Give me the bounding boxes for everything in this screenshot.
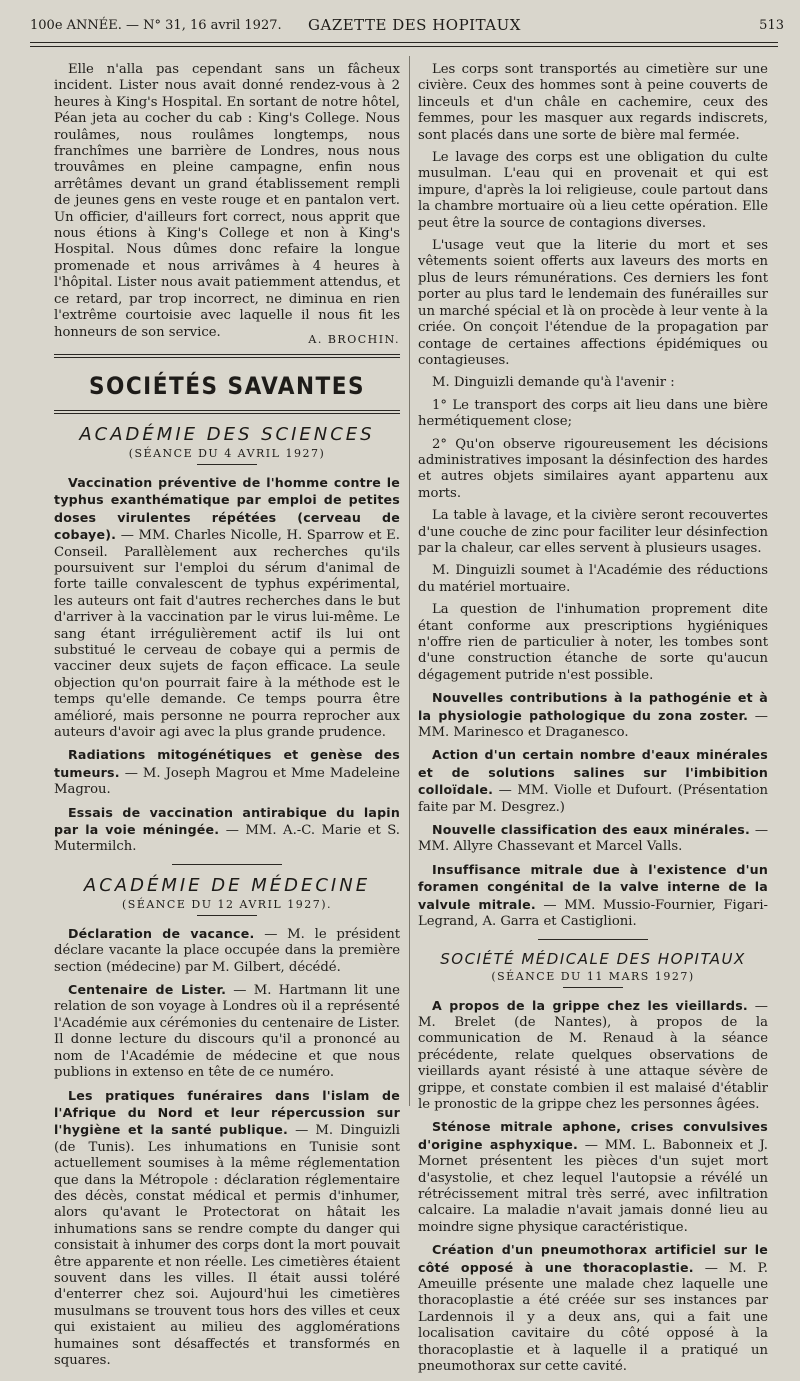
article-zona [418, 690, 768, 741]
paragraph: Le lavage des corps est une obligation du culte musulman. L'eau qui en provenait et qui est impure, d'après la loi religieuse, coule partout dans la chambre mortuaire où a lieu cette opération. Elle peut être la source de contagions diverses. [418, 150, 768, 231]
article-pneumothorax [418, 1242, 768, 1375]
section-title: SOCIÉTÉS SAVANTES [88, 371, 366, 400]
article-heading: Vaccination préventive de l'homme contre le typhus exanthématique par emploi de petites doses virulentes répétées (cerveau de cobaye). [54, 474, 400, 543]
left-column [54, 62, 400, 1375]
academy-sciences-title: ACADÉMIE DES SCIENCES [79, 423, 375, 445]
article-heading: Sténose mitrale aphone, crises convulsives d'origine asphyxique. [418, 1119, 768, 1152]
lister-story-paragraph: Elle n'alla pas cependant sans un fâcheux incident. Lister nous avait donné rendez-vous à 2 heures à King's Hospital. En sortant de notre hôtel, Péan jeta au cocher du cab : King's College. Nous roulâmes, nous roulâmes longtemps, nous franchîmes une barrière de Londres, nous nous trouvâmes en pleine campagne, enfin nous arrêtâmes devant un grand établissement rempli de jeunes gens en veste rouge et en pantalon vert. Un officier, d'ailleurs fort correct, nous apprit que nous étions à King's College et non à King's Hospital. Nous dûmes donc refaire la longue promenade et nous arrivâmes à 4 heures à l'hôpital. Lister nous avait patiemment attendus, et ce retard, par trop incorrect, ne diminua en rien l'extrême courtoisie avec laquelle il nous fit les honneurs de son service. [54, 62, 400, 340]
article-vacancy [54, 926, 400, 976]
divider [197, 464, 257, 465]
session-date: (SÉANCE DU 4 AVRIL 1927) [128, 446, 326, 460]
article-mitral [418, 862, 768, 931]
article-grippe [418, 998, 768, 1114]
issue-info: 100e ANNÉE. — N° 31, 16 avril 1927. [30, 18, 282, 33]
divider [563, 987, 623, 988]
article-heading: Action d'un certain nombre d'eaux minérales et de solutions salines sur l'imbibition colloïdale. [418, 747, 768, 798]
article-classification [418, 822, 768, 856]
smh-title: SOCIÉTÉ MÉDICALE DES HOPITAUX [440, 949, 746, 968]
paragraph: Les corps sont transportés au cimetière sur une civière. Ceux des hommes sont à peine couverts de linceuls et d'un châle en cachemire, ceux des femmes, pour les masquer aux regards indiscrets, sont placés dans une sorte de bière mal fermée. [418, 62, 768, 143]
author-signature: A. BROCHIN. [308, 332, 400, 346]
header-rule [30, 42, 778, 43]
article-stenose [418, 1119, 768, 1236]
article-body: — M. le président déclare vacante la place occupée dans la première section (médecine) par M. Gilbert, décédé. [54, 926, 401, 975]
section-divider [54, 354, 400, 358]
article-heading: Création d'un pneumothorax artificiel sur le côté opposé à une thoracoplastie. [418, 1242, 768, 1275]
article-lister-centenary [54, 982, 400, 1081]
article-heading: Essais de vaccination antirabique du lapin par la voie méningée. [54, 804, 400, 838]
divider [538, 939, 648, 940]
article-rabies [54, 805, 400, 856]
section-divider [54, 410, 400, 414]
paragraph: 1° Le transport des corps ait lieu dans une bière hermétiquement close; [418, 397, 768, 430]
paragraph: La question de l'inhumation proprement dite étant conforme aux prescriptions hygiéniques n'offre rien de particulier à noter, les tombes sont d'une construction étanche de sorte qu'aucun dégagement putride n'est possible. [418, 602, 768, 683]
article-heading: Les pratiques funéraires dans l'islam de l'Afrique du Nord et leur répercussion sur l'hygiène et la santé publique. [54, 1087, 400, 1138]
article-body: — M. Brelet (de Nantes), à propos de la communication de M. Renaud à la séance précédente, relate quelques observations de vieillards ayant résisté à une attaque sévère de grippe, et constate combien il est malaisé d'établir le pronostic de la grippe chez les personnes âgées. [418, 998, 768, 1112]
article-body: — M. Hartmann lit une relation de son voyage à Londres où il a représenté l'Académie aux cérémonies du centenaire de Lister. Il donne lecture du discours qu'il a prononcé au nom de l'Académie de médecine et que nous publions in extenso en tête de ce numéro. [54, 983, 400, 1081]
article-radiations [54, 747, 400, 798]
academy-medicine-title: ACADÉMIE DE MÉDECINE [83, 874, 371, 896]
article-heading: Déclaration de vacance. [68, 925, 255, 941]
paragraph: La table à lavage, et la civière seront recouvertes d'une couche de zinc pour faciliter leur désinfection par la chaleur, car elles servent à plusieurs usages. [418, 508, 768, 556]
article-body: — M. Joseph Magrou et Mme Madeleine Magrou. [54, 765, 400, 798]
article-funerary-practices [54, 1088, 400, 1370]
journal-title: GAZETTE DES HOPITAUX [308, 16, 521, 34]
article-body: — MM. Violle et Dufourt. (Présentation faite par M. Desgrez.) [418, 783, 768, 815]
article-heading: Nouvelles contributions à la pathogénie et à la physiologie pathologique du zona zoster. [418, 690, 768, 723]
article-heading: A propos de la grippe chez les vieillards. [432, 997, 748, 1013]
session-date: (SÉANCE DU 11 MARS 1927) [491, 969, 695, 983]
article-heading: Insuffisance mitrale due à l'existence d'un foramen congénital de la valve interne de la valvule mitrale. [418, 861, 768, 912]
paragraph: L'usage veut que la literie du mort et ses vêtements soient offerts aux laveurs des morts en plus de leurs rémunérations. Ces derniers les font porter au plus tard le lendemain des funérailles sur un marché spécial et là on procède à leur vente à la criée. On conçoit l'étendue de la propagation par contage de certaines affections épidémiques ou contagieuses. [418, 238, 768, 368]
article-heading: Nouvelle classification des eaux minérales. [432, 822, 750, 838]
article-body: — MM. Allyre Chassevant et Marcel Valls. [418, 823, 769, 855]
article-body: — M. Dinguizli (de Tunis). Les inhumations en Tunisie sont actuellement soumises à la même réglementation que dans la Métropole : déclaration réglementaire des décès, constat médical et permis d'inhumer, alors qu'avant le Protectorat on hâtait les inhumations sans se rendre compte du danger qui consistait à inhumer des corps dont la mort pouvait être apparente et non réelle. Les cimetières étaient souvent dans les villes. Il était aussi toléré d'enterrer chez soi. Aujourd'hui les cimetières musulmans se trouvent tous hors des villes et ceux qui existaient au milieu des agglomérations humaines sont désaffectés et transformés en squares. [54, 1123, 400, 1368]
article-body: — M. P. Ameuille présente une malade chez laquelle une thoracoplastie a été créée sur ses instances par Lardennois il y a deux ans, qui a fait une localisation cavitaire du côté opposé à la thoracoplastie et à laquelle il a pratiqué un pneumothorax sur cette cavité. [418, 1260, 768, 1375]
article-body: — MM. Charles Nicolle, H. Sparrow et E. Conseil. Parallèlement aux recherches qu'ils poursuivent sur l'emploi du sérum d'animal de forte taille convalescent de typhus expérimental, les auteurs ont fait d'autres recherches dans le but d'arriver à la vaccination par le virus lui-même. Le sang étant irrégulièrement actif ils lui ont substitué le cerveau de cobaye qui a permis de vacciner deux sujets de façon efficace. La seule objection qu'on pourrait faire à la méthode est le temps qu'elle demande. Ce temps pourra être amélioré, mais personne ne pourra reprocher aux auteurs d'avoir agi avec la plus grande prudence. [54, 528, 400, 740]
page-header [30, 14, 784, 40]
paragraph: M. Dinguizli demande qu'à l'avenir : [432, 375, 675, 391]
article-heading: Centenaire de Lister. [68, 982, 227, 998]
divider [197, 915, 257, 916]
session-date: (SÉANCE DU 12 AVRIL 1927). [122, 897, 332, 911]
header-rule-2 [30, 46, 778, 47]
article-body: — MM. L. Babonneix et J. Mornet présentent les pièces d'un sujet mort d'asystolie, et chez lequel l'autopsie a révélé un rétrécissement mitral très serré, avec infiltration calcaire. La maladie n'avait jamais donné lieu au moindre signe physique caractéristique. [418, 1137, 768, 1235]
paragraph: 2° Qu'on observe rigoureusement les décisions administratives imposant la désinfection des hardes et autres objets similaires ayant appartenu aux morts. [418, 436, 768, 501]
column-divider [409, 56, 410, 1106]
article-typhus [54, 475, 400, 742]
article-body: — MM. Mussio-Fournier, Figari-Legrand, A. Garra et Castiglioni. [418, 897, 768, 930]
divider [172, 864, 282, 865]
right-column [418, 62, 768, 1381]
article-heading: Radiations mitogénétiques et genèse des tumeurs. [54, 747, 400, 780]
article-body: — MM. A.-C. Marie et S. Mutermilch. [54, 823, 400, 855]
page-number: 513 [759, 18, 784, 33]
paragraph: M. Dinguizli soumet à l'Académie des réductions du matériel mortuaire. [418, 563, 768, 595]
article-body: — MM. Marinesco et Draganesco. [418, 708, 768, 741]
article-mineral-waters [418, 747, 768, 816]
